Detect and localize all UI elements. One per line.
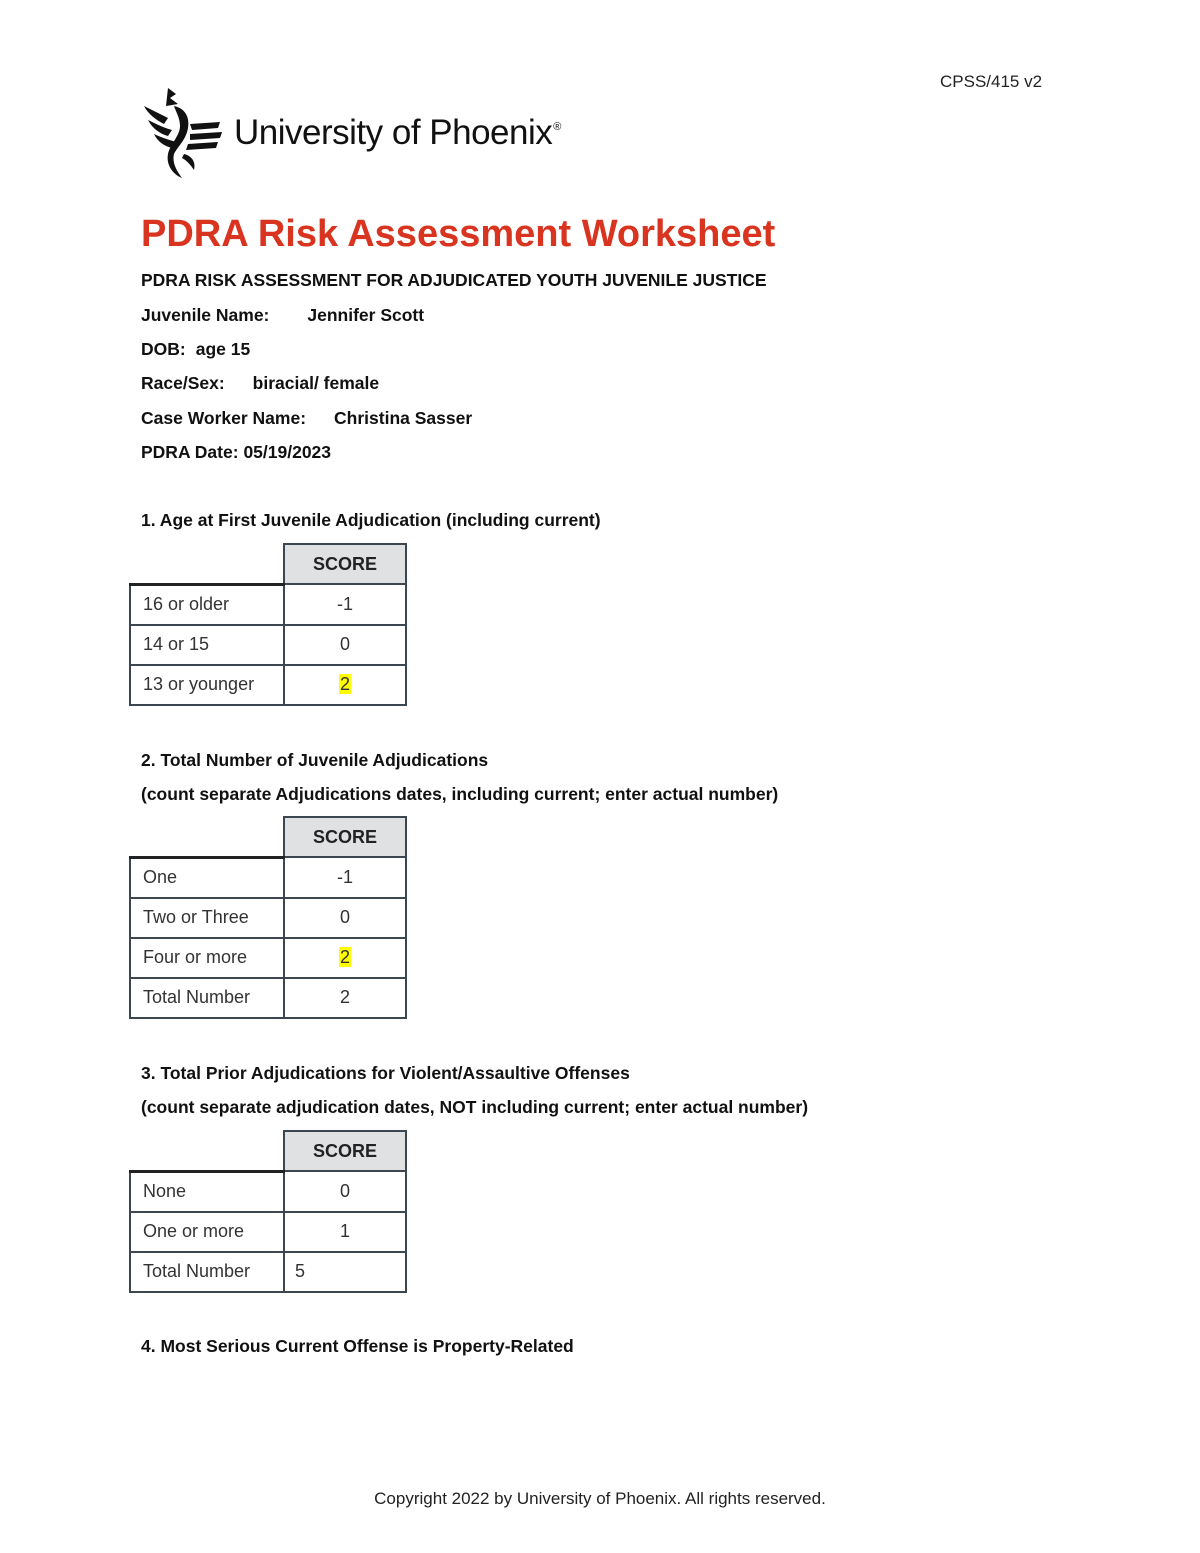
row-label: One or more — [130, 1212, 284, 1252]
document-code: CPSS/415 v2 — [940, 72, 1043, 91]
section-2-heading: 2. Total Number of Juvenile Adjudications — [141, 750, 489, 770]
row-score[interactable]: -1 — [284, 584, 406, 625]
case-worker-row — [141, 408, 472, 429]
case-worker-label: Case Worker Name: — [141, 408, 307, 428]
row-score-selected[interactable] — [284, 938, 406, 978]
row-label: Two or Three — [130, 898, 284, 938]
race-sex-row — [141, 373, 379, 394]
dob-label: DOB: — [141, 339, 186, 359]
table-row — [130, 584, 406, 625]
logo-text: University of Phoenix — [234, 113, 553, 152]
copyright-footer: Copyright 2022 by University of Phoenix. All rights reserved. — [374, 1489, 826, 1508]
case-worker-value: Christina Sasser — [334, 408, 473, 428]
total-number-value[interactable]: 5 — [284, 1252, 406, 1292]
highlighted-score: 2 — [339, 947, 350, 967]
row-score[interactable]: -1 — [284, 857, 406, 898]
juvenile-name-row — [141, 305, 424, 326]
section-3-heading: 3. Total Prior Adjudications for Violent/Assaultive Offenses — [141, 1063, 630, 1083]
score-header: SCORE — [284, 1131, 406, 1171]
row-label: 14 or 15 — [130, 625, 284, 665]
table-header-row — [130, 1131, 406, 1171]
row-label: 13 or younger — [130, 665, 284, 705]
table-header-row — [130, 817, 406, 857]
section-2-score-table — [129, 816, 407, 1019]
row-score[interactable]: 0 — [284, 625, 406, 665]
logo-wordmark — [234, 113, 561, 153]
score-header: SCORE — [284, 544, 406, 584]
row-label: 16 or older — [130, 584, 284, 625]
juvenile-name-label: Juvenile Name: — [141, 305, 270, 325]
university-logo — [138, 82, 561, 182]
section-4-heading: 4. Most Serious Current Offense is Property-Related — [141, 1336, 574, 1356]
pdra-date-label: PDRA Date: — [141, 442, 239, 462]
total-number-value[interactable]: 2 — [284, 978, 406, 1018]
table-header-blank — [130, 544, 284, 584]
section-3-note: (count separate adjudication dates, NOT including current; enter actual number) — [141, 1097, 809, 1117]
table-row — [130, 938, 406, 978]
table-row — [130, 1171, 406, 1212]
table-row — [130, 1252, 406, 1292]
row-label: Four or more — [130, 938, 284, 978]
page-title: PDRA Risk Assessment Worksheet — [141, 213, 776, 255]
section-2-note: (count separate Adjudications dates, including current; enter actual number) — [141, 784, 779, 804]
table-header-row — [130, 544, 406, 584]
race-sex-value: biracial/ female — [252, 373, 380, 393]
row-score[interactable]: 0 — [284, 898, 406, 938]
pdra-date-value: 05/19/2023 — [243, 442, 332, 462]
table-header-blank — [130, 1131, 284, 1171]
row-label: Total Number — [130, 978, 284, 1018]
highlighted-score: 2 — [339, 674, 350, 694]
row-label: Total Number — [130, 1252, 284, 1292]
section-1-heading: 1. Age at First Juvenile Adjudication (including current) — [141, 510, 601, 530]
race-sex-label: Race/Sex: — [141, 373, 225, 393]
phoenix-bird-icon — [138, 84, 228, 180]
table-row — [130, 978, 406, 1018]
row-label: None — [130, 1171, 284, 1212]
dob-value: age 15 — [195, 339, 251, 359]
juvenile-name-value: Jennifer Scott — [307, 305, 425, 325]
score-header: SCORE — [284, 817, 406, 857]
table-row — [130, 625, 406, 665]
dob-row — [141, 339, 250, 360]
subtitle: PDRA RISK ASSESSMENT FOR ADJUDICATED YOUTH JUVENILE JUSTICE — [141, 270, 767, 290]
registered-mark: ® — [553, 121, 561, 133]
table-row — [130, 857, 406, 898]
table-row — [130, 665, 406, 705]
row-score[interactable]: 1 — [284, 1212, 406, 1252]
row-label: One — [130, 857, 284, 898]
section-3-score-table — [129, 1130, 407, 1293]
row-score[interactable]: 0 — [284, 1171, 406, 1212]
section-1-score-table — [129, 543, 407, 706]
pdra-date-row — [141, 442, 331, 463]
row-score-selected[interactable] — [284, 665, 406, 705]
table-row — [130, 1212, 406, 1252]
table-row — [130, 898, 406, 938]
table-header-blank — [130, 817, 284, 857]
